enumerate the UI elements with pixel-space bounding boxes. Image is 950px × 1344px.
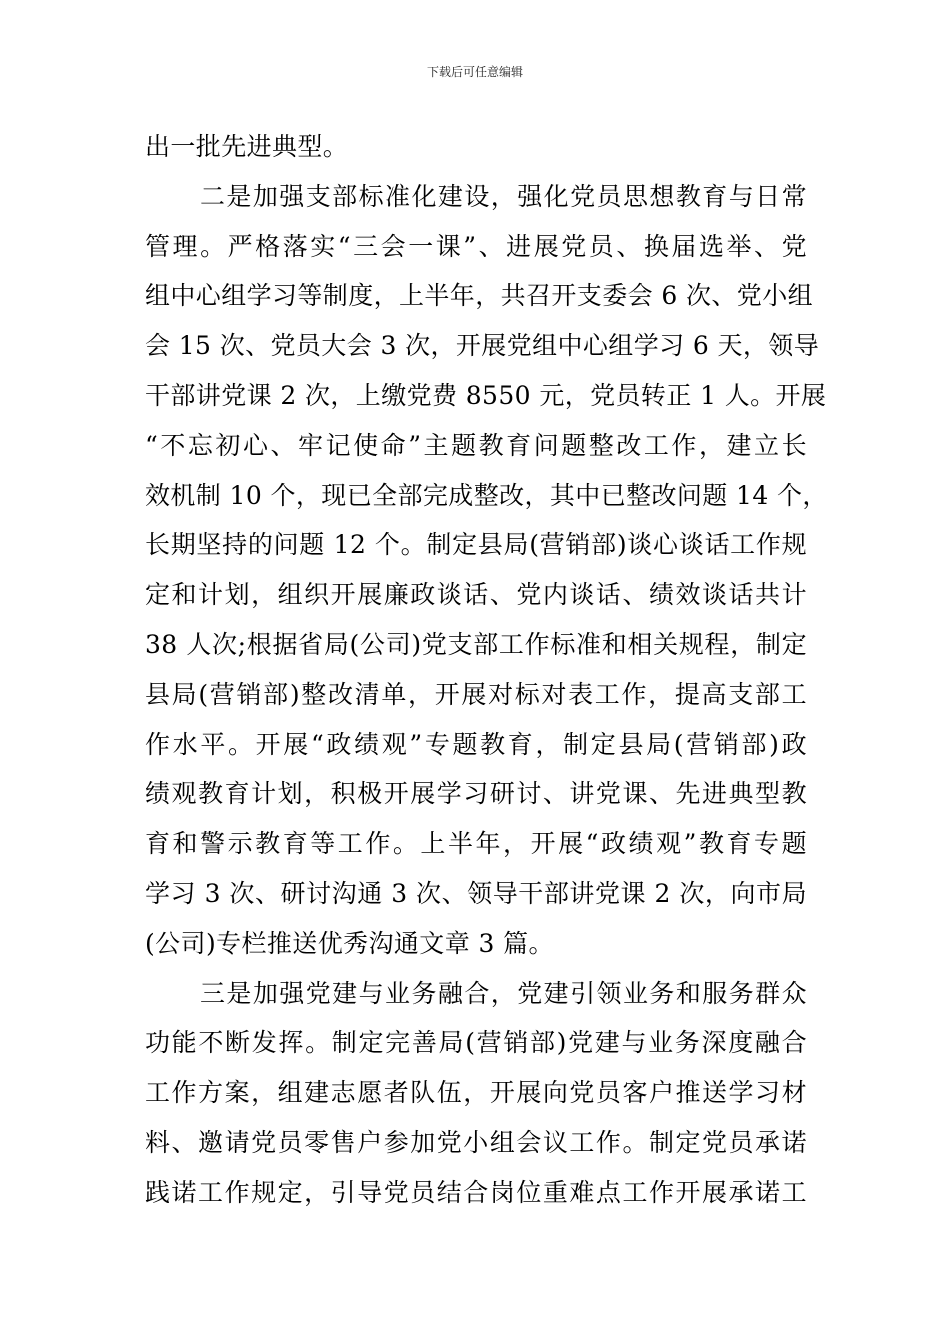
paragraph-line: 出一批先进典型。: [145, 132, 349, 161]
paragraph-line: 育和警示教育等工作。上半年，开展“政绩观”教育专题: [145, 829, 807, 859]
paragraph-line: 效机制 10 个，现已全部完成整改，其中已整改问题 14 个，: [145, 480, 828, 510]
paragraph-line: 学习 3 次、研讨沟通 3 次、领导干部讲党课 2 次，向市局: [145, 878, 807, 908]
paragraph-line: 定和计划，组织开展廉政谈话、党内谈话、绩效谈话共计: [145, 580, 807, 610]
paragraph-line: 作水平。开展“政绩观”专题教育，制定县局(营销部)政: [145, 729, 807, 759]
paragraph-line: 组中心组学习等制度，上半年，共召开支委会 6 次、党小组: [145, 281, 814, 311]
paragraph-first-line: 三是加强党建与业务融合，党建引领业务和服务群众: [200, 978, 807, 1008]
paragraph-line: 管理。严格落实“三会一课”、进展党员、换届选举、党: [145, 231, 807, 261]
paragraph-first-line: 二是加强支部标准化建设，强化党员思想教育与日常: [200, 181, 807, 211]
paragraph-line: 干部讲党课 2 次，上缴党费 8550 元，党员转正 1 人。开展: [145, 380, 827, 410]
paragraph-line: 料、邀请党员零售户参加党小组会议工作。制定党员承诺: [145, 1127, 807, 1157]
paragraph-line: 践诺工作规定，引导党员结合岗位重难点工作开展承诺工: [145, 1177, 807, 1207]
paragraph-line: 38 人次;根据省局(公司)党支部工作标准和相关规程，制定: [145, 629, 807, 659]
paragraph-line: 绩观教育计划，积极开展学习研讨、讲党课、先进典型教: [145, 779, 807, 809]
document-body: [145, 122, 828, 1218]
paragraph-line: 功能不断发挥。制定完善局(营销部)党建与业务深度融合: [145, 1028, 807, 1058]
paragraph-line: 县局(营销部)整改清单，开展对标对表工作，提高支部工: [145, 679, 807, 709]
paragraph-line: “不忘初心、牢记使命”主题教育问题整改工作，建立长: [145, 430, 807, 460]
page-header: 下载后可任意编辑: [426, 65, 523, 79]
paragraph-line: 会 15 次、党员大会 3 次，开展党组中心组学习 6 天，领导: [145, 331, 820, 361]
paragraph-line: 长期坚持的问题 12 个。制定县局(营销部)谈心谈话工作规: [145, 530, 807, 560]
paragraph-line: (公司)专栏推送优秀沟通文章 3 篇。: [145, 928, 554, 958]
paragraph-line: 工作方案，组建志愿者队伍，开展向党员客户推送学习材: [145, 1078, 807, 1108]
